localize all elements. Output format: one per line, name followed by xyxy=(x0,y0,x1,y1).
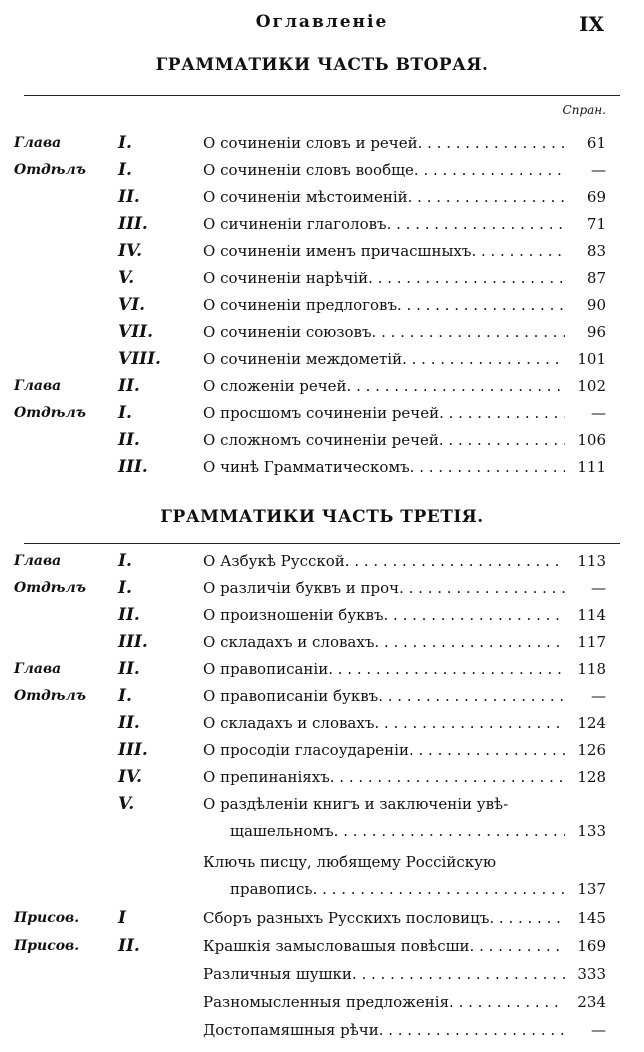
toc-row-page: 113 xyxy=(577,552,606,570)
toc-row xyxy=(0,905,644,931)
toc-row-label: Глава xyxy=(14,661,62,677)
toc-row xyxy=(0,548,644,574)
toc-row xyxy=(0,710,644,736)
toc-row xyxy=(0,184,644,210)
toc-row-page: 124 xyxy=(577,714,606,732)
toc-row-numeral: III. xyxy=(118,214,148,234)
toc-row-numeral: III. xyxy=(118,632,148,652)
toc-row xyxy=(0,400,644,426)
toc-row-numeral: V. xyxy=(118,794,135,814)
page-header xyxy=(0,12,644,36)
toc-row-page: 128 xyxy=(577,768,606,786)
toc-row xyxy=(0,849,644,875)
toc-row xyxy=(0,683,644,709)
toc-row-page: 69 xyxy=(586,188,606,206)
toc-row xyxy=(0,933,644,959)
toc-row xyxy=(0,346,644,372)
toc-row xyxy=(0,427,644,453)
toc-row xyxy=(0,1017,644,1043)
toc-row-page: — xyxy=(591,404,606,422)
running-title: Оглавленіе xyxy=(255,12,389,32)
part-two-rule xyxy=(24,95,620,96)
toc-row-label: Присов. xyxy=(14,938,80,954)
toc-row-title: правопись. . . xyxy=(230,876,565,902)
toc-row-title: О просодіи гласоудареніи. . . xyxy=(203,737,565,763)
toc-row xyxy=(0,292,644,318)
toc-row-title: О раздѣленіи книгъ и заключеніи увѣ- xyxy=(203,795,509,813)
toc-row-page: 111 xyxy=(577,458,606,476)
toc-row-numeral: II. xyxy=(118,936,140,956)
toc-row-title: О сочиненіи предлоговъ. . . xyxy=(203,292,565,318)
toc-row-page: 106 xyxy=(577,431,606,449)
toc-row-label: Отдѣлъ xyxy=(14,162,86,178)
toc-row xyxy=(0,764,644,790)
toc-row-title: О сочиненіи словъ вообще. . . xyxy=(203,157,565,183)
toc-row-page: 83 xyxy=(586,242,606,260)
toc-row-title: О различіи буквъ и проч. . . xyxy=(203,575,565,601)
toc-row xyxy=(0,961,644,987)
toc-row-title: О складахъ и словахъ. . . xyxy=(203,710,565,736)
toc-row-title: О препинаніяхъ. . . xyxy=(203,764,565,790)
part-three-title: ГРАММАТИКИ ЧАСТЬ ТРЕТІЯ. xyxy=(160,507,484,527)
toc-row xyxy=(0,130,644,156)
part-three-rule xyxy=(24,543,620,544)
toc-row-title: Разномысленныя предложенія. . . xyxy=(203,989,565,1015)
toc-row-title: Достопамяшныя рѣчи. . . xyxy=(203,1017,565,1043)
toc-row-numeral: I. xyxy=(118,686,132,706)
toc-row xyxy=(0,989,644,1015)
part-two-title: ГРАММАТИКИ ЧАСТЬ ВТОРАЯ. xyxy=(155,55,489,75)
toc-row-title: О сочиненіи словъ и речей. . . xyxy=(203,130,565,156)
toc-row xyxy=(0,629,644,655)
toc-row-label: Глава xyxy=(14,378,62,394)
toc-row-numeral: V. xyxy=(118,268,135,288)
toc-row-title: Сборъ разныхъ Русскихъ пословицъ. . . xyxy=(203,905,565,931)
toc-row-title: О правописаніи буквъ. . . xyxy=(203,683,565,709)
toc-row-page: — xyxy=(591,579,606,597)
toc-row-label: Глава xyxy=(14,553,62,569)
toc-row-title: О чинѣ Грамматическомъ. . . xyxy=(203,454,565,480)
toc-row-numeral: II. xyxy=(118,187,140,207)
toc-row-numeral: IV. xyxy=(118,241,143,261)
toc-row-label: Отдѣлъ xyxy=(14,688,86,704)
toc-row-page: 137 xyxy=(577,880,606,898)
toc-row-title: Крашкія замысловашыя повѣсши. . . xyxy=(203,933,565,959)
toc-row xyxy=(0,211,644,237)
toc-row-numeral: I. xyxy=(118,133,132,153)
toc-row-page: 114 xyxy=(577,606,606,624)
toc-row-title: О сочиненіи мѣстоименій. . . xyxy=(203,184,565,210)
toc-row-numeral: II. xyxy=(118,659,140,679)
toc-row-numeral: II. xyxy=(118,376,140,396)
toc-row-numeral: VII. xyxy=(118,322,154,342)
toc-row xyxy=(0,791,644,817)
toc-row-title: О сичиненіи глаголовъ. . . xyxy=(203,211,565,237)
toc-row-title: О сочиненіи союзовъ. . . xyxy=(203,319,565,345)
toc-row-numeral: I. xyxy=(118,160,132,180)
toc-row-page: 333 xyxy=(577,965,606,983)
toc-row xyxy=(0,737,644,763)
toc-row-numeral: VI. xyxy=(118,295,146,315)
toc-row-numeral: I. xyxy=(118,578,132,598)
toc-row-page: — xyxy=(591,1021,606,1039)
toc-row-numeral: III. xyxy=(118,457,148,477)
toc-row-page: — xyxy=(591,161,606,179)
page-column-label: Спран. xyxy=(562,103,606,117)
toc-row xyxy=(0,157,644,183)
toc-row-page: 118 xyxy=(577,660,606,678)
toc-row-page: 61 xyxy=(586,134,606,152)
toc-row-title: О складахъ и словахъ. . . xyxy=(203,629,565,655)
toc-row-page: 87 xyxy=(586,269,606,287)
toc-row-numeral: II. xyxy=(118,713,140,733)
toc-row-title: О правописаніи. . . xyxy=(203,656,565,682)
toc-row-label: Отдѣлъ xyxy=(14,580,86,596)
toc-row-page: 71 xyxy=(586,215,606,233)
toc-row xyxy=(0,238,644,264)
toc-row xyxy=(0,454,644,480)
toc-row-title: О сочиненіи нарѣчій. . . xyxy=(203,265,565,291)
toc-row-title: О сложеніи речей. . . xyxy=(203,373,565,399)
toc-row-label: Глава xyxy=(14,135,62,151)
toc-row-page: 126 xyxy=(577,741,606,759)
toc-row-numeral: II. xyxy=(118,430,140,450)
toc-row-label: Присов. xyxy=(14,910,80,926)
toc-row-page: 102 xyxy=(577,377,606,395)
toc-row xyxy=(0,656,644,682)
toc-row-title: Ключь писцу, любящему Россійскую xyxy=(203,853,496,871)
toc-row xyxy=(0,373,644,399)
toc-row-page: 90 xyxy=(586,296,606,314)
toc-row-numeral: I. xyxy=(118,551,132,571)
toc-row-title: О сложномъ сочиненіи речей. . . xyxy=(203,427,565,453)
toc-row-numeral: VIII. xyxy=(118,349,161,369)
toc-row-page: 96 xyxy=(586,323,606,341)
toc-row-numeral: III. xyxy=(118,740,148,760)
toc-row xyxy=(0,876,644,902)
toc-row-numeral: II. xyxy=(118,605,140,625)
toc-row xyxy=(0,818,644,844)
toc-row-page: 234 xyxy=(577,993,606,1011)
toc-row-title: О сочиненіи междометій. . . xyxy=(203,346,565,372)
toc-row-title: О сочиненіи именъ причасшныхъ. . . xyxy=(203,238,565,264)
toc-row-page: 169 xyxy=(577,937,606,955)
toc-row xyxy=(0,319,644,345)
toc-row xyxy=(0,602,644,628)
toc-row xyxy=(0,265,644,291)
toc-row-numeral: I xyxy=(118,908,126,928)
toc-row-title: щашельномъ. . . xyxy=(230,818,565,844)
toc-row-label: Отдѣлъ xyxy=(14,405,86,421)
toc-row-page: 117 xyxy=(577,633,606,651)
toc-row-title: О Азбукѣ Русской. . . xyxy=(203,548,565,574)
toc-row-page: 145 xyxy=(577,909,606,927)
toc-row-title: О просшомъ сочиненіи речей. . . xyxy=(203,400,565,426)
toc-row-page: 133 xyxy=(577,822,606,840)
page-number: IX xyxy=(579,12,604,36)
toc-row-title: Различныя шушки. . . xyxy=(203,961,565,987)
toc-row-page: 101 xyxy=(577,350,606,368)
toc-row-numeral: I. xyxy=(118,403,132,423)
toc-row xyxy=(0,575,644,601)
toc-row-numeral: IV. xyxy=(118,767,143,787)
toc-row-page: — xyxy=(591,687,606,705)
toc-row-title: О произношеніи буквъ. . . xyxy=(203,602,565,628)
